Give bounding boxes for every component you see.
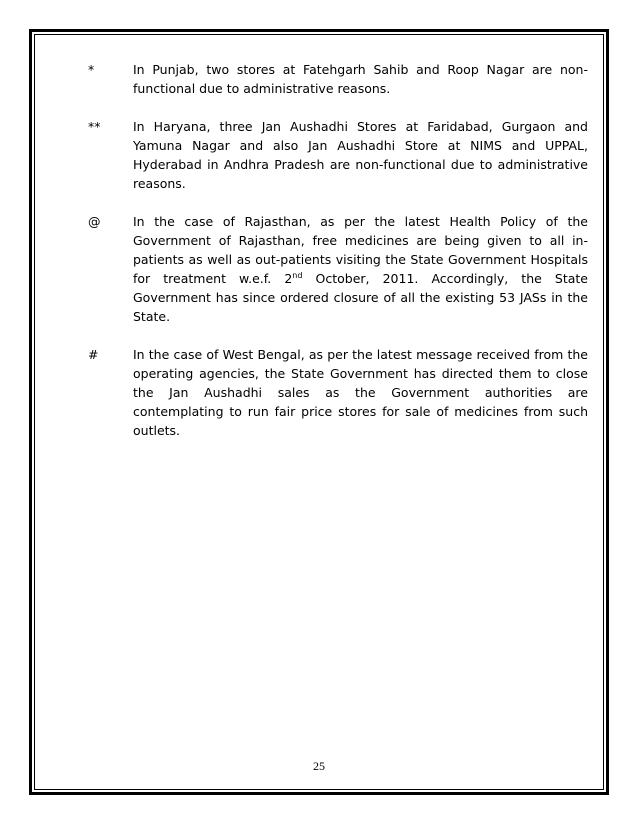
note-text: In Punjab, two stores at Fatehgarh Sahib and Roop Nagar are non-functional due to administrative reasons. — [133, 62, 588, 96]
note-marker: @ — [88, 214, 101, 229]
note-punjab — [88, 60, 588, 98]
note-text — [133, 212, 588, 326]
note-text: In the case of West Bengal, as per the latest message received from the operating agencies, the State Government has directed them to close the Jan Aushadhi sales as the Government authorities are contemplating to run fair price stores for sale of medicines from such outlets. — [133, 347, 588, 438]
note-text: In Haryana, three Jan Aushadhi Stores at Faridabad, Gurgaon and Yamuna Nagar and also Jan Aushadhi Store at NIMS and UPPAL, Hyderabad in Andhra Pradesh are non-functional due to administrative reasons. — [133, 119, 588, 191]
note-marker: * — [88, 62, 95, 77]
note-text-after: October, 2011. Accordingly, the State Government has since ordered closure of all the existing 53 JASs in the State. — [133, 271, 588, 324]
page-number: 25 — [313, 759, 325, 773]
note-marker: ** — [88, 119, 101, 134]
ordinal-superscript: nd — [292, 270, 303, 280]
note-text-before: In the case of Rajasthan, as per the latest Health Policy of the Government of Rajasthan, free medicines are being given to all in-patients as well as out-patients visiting the State Government Hospitals for treatment w.e.f. 2 — [133, 214, 588, 286]
note-rajasthan — [88, 212, 588, 326]
note-haryana — [88, 117, 588, 193]
note-marker: # — [88, 347, 99, 362]
note-west-bengal — [88, 345, 588, 440]
notes-section — [88, 60, 588, 459]
